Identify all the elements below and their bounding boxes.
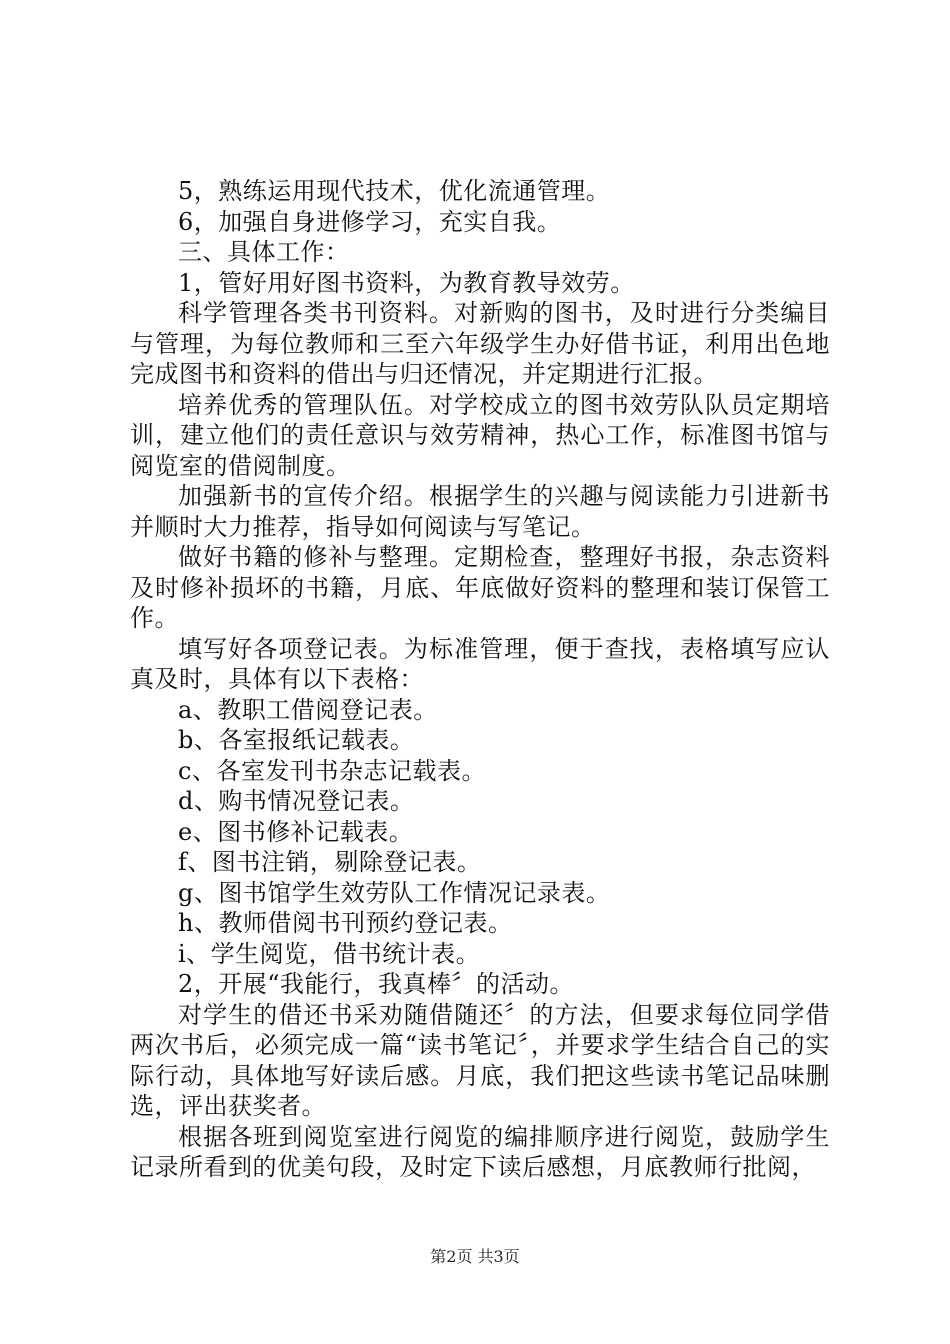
- list-item: i、学生阅览，借书统计表。: [178, 939, 481, 968]
- list-item: g、图书馆学生效劳队工作情况记录表。: [178, 878, 611, 907]
- paragraph: 填写好各项登记表。为标准管理，便于查找，表格填写应认真及时，具体有以下表格：: [130, 634, 830, 693]
- paragraph: 培养优秀的管理队伍。对学校成立的图书效劳队队员定期培训，建立他们的责任意识与效劳精神，热心工作，标准图书馆与阅览室的借阅制度。: [130, 390, 830, 480]
- paragraph: 做好书籍的修补与整理。定期检查，整理好书报，杂志资料及时修补损坏的书籍，月底、年底做好资料的整理和装订保管工作。: [130, 543, 830, 632]
- list-item: e、图书修补记载表。: [178, 817, 414, 846]
- paragraph: 2，开展“我能行，我真棒〞的活动。: [178, 970, 575, 998]
- list-item: a、教职工借阅登记表。: [178, 695, 438, 724]
- page-number-footer: 第2页 共3页: [430, 1247, 520, 1266]
- paragraph: 6，加强自身进修学习，充实自我。: [178, 207, 562, 236]
- section-heading: 三、具体工作：: [178, 238, 350, 266]
- list-item: d、购书情况登记表。: [178, 787, 415, 815]
- document-body: [130, 176, 830, 1183]
- paragraph: 科学管理各类书刊资料。对新购的图书，及时进行分类编目与管理，为每位教师和三至六年级学生办好借书证，利用出色地完成图书和资料的借出与归还情况，并定期进行汇报。: [130, 299, 830, 388]
- paragraph: 根据各班到阅览室进行阅览的编排顺序进行阅览，鼓励学生记录所看到的优美句段，及时定下读后感想，月底教师行批阅，: [130, 1122, 830, 1181]
- list-item: h、教师借阅书刊预约登记表。: [178, 909, 513, 937]
- paragraph: 加强新书的宣传介绍。根据学生的兴趣与阅读能力引进新书并顺时大力推荐，指导如何阅读与写笔记。: [130, 482, 830, 541]
- list-item: b、各室报纸记载表。: [178, 726, 415, 754]
- list-item: f、图书注销，剔除登记表。: [178, 848, 482, 876]
- paragraph: 1，管好用好图书资料，为教育教导效劳。: [178, 268, 635, 297]
- list-item: c、各室发刊书杂志记载表。: [178, 756, 486, 785]
- paragraph: 5，熟练运用现代技术，优化流通管理。: [178, 177, 611, 205]
- paragraph: 对学生的借还书采劝随借随还〞的方法，但要求每位同学借两次书后，必须完成一篇“读书笔记〞，并要求学生结合自己的实际行动，具体地写好读后感。月底，我们把这些读书笔记品味删选，评出获奖者。: [130, 1000, 830, 1120]
